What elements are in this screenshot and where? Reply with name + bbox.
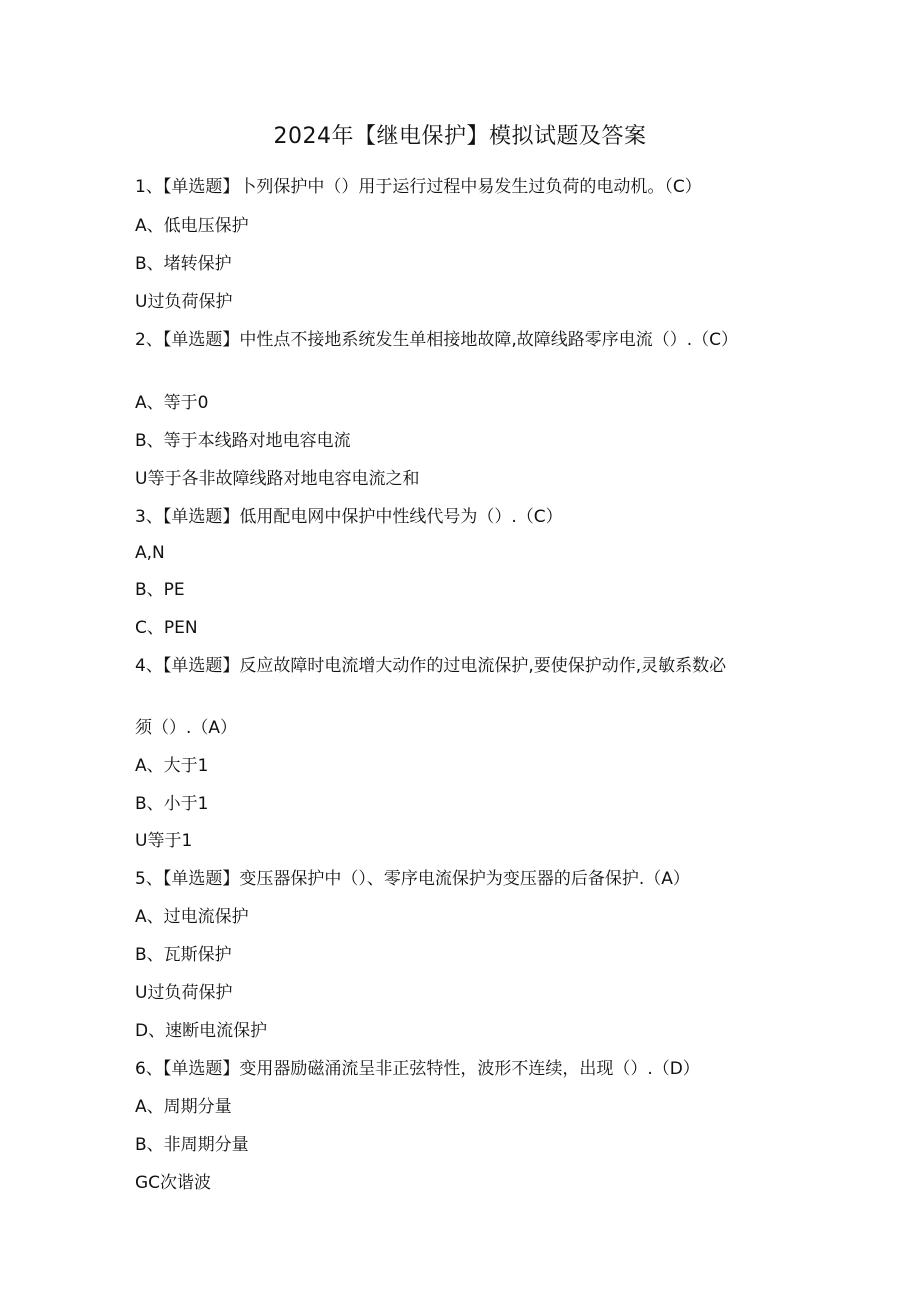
question-1-option-b: B、堵转保护 [135, 254, 232, 274]
question-4-option-c: U等于1 [135, 831, 193, 851]
question-2-stem: 2、【单选题】中性点不接地系统发生单相接地故障,故障线路零序电流（）.（C） [135, 330, 738, 350]
question-5-option-b: B、瓦斯保护 [135, 945, 232, 965]
question-3-option-a: A,N [135, 543, 165, 563]
question-2-option-b: B、等于本线路对地电容电流 [135, 431, 351, 451]
question-6-option-a: A、周期分量 [135, 1097, 232, 1117]
question-5-option-d: D、速断电流保护 [135, 1021, 268, 1041]
question-2-option-c: U等于各非故障线路对地电容电流之和 [135, 469, 420, 489]
question-2-option-a: A、等于0 [135, 393, 209, 413]
question-1-option-c: U过负荷保护 [135, 292, 233, 312]
question-4-option-b: B、小于1 [135, 794, 209, 814]
question-6-stem: 6、【单选题】变用器励磁涌流呈非正弦特性，波形不连续，出现（）.（D） [135, 1059, 700, 1079]
question-3-option-b: B、PE [135, 580, 185, 600]
question-4-option-a: A、大于1 [135, 756, 209, 776]
question-4-stem-continued: 须（）.（A） [135, 718, 238, 738]
question-5-option-a: A、过电流保护 [135, 907, 249, 927]
question-1-option-a: A、低电压保护 [135, 216, 249, 236]
question-3-stem: 3、【单选题】低用配电网中保护中性线代号为（）.（C） [135, 507, 563, 527]
question-5-stem: 5、【单选题】变压器保护中（）、零序电流保护为变压器的后备保护.（A） [135, 869, 690, 889]
question-4-stem: 4、【单选题】反应故障时电流增大动作的过电流保护,要使保护动作,灵敏系数必 [135, 656, 727, 676]
question-6-option-c: GC次谐波 [135, 1173, 212, 1193]
question-5-option-c: U过负荷保护 [135, 983, 233, 1003]
question-6-option-b: B、非周期分量 [135, 1135, 249, 1155]
document-title: 2024年【继电保护】模拟试题及答案 [273, 124, 647, 149]
question-1-stem: 1、【单选题】卜列保护中（）用于运行过程中易发生过负荷的电动机。（C） [135, 177, 702, 197]
question-3-option-c: C、PEN [135, 618, 198, 638]
